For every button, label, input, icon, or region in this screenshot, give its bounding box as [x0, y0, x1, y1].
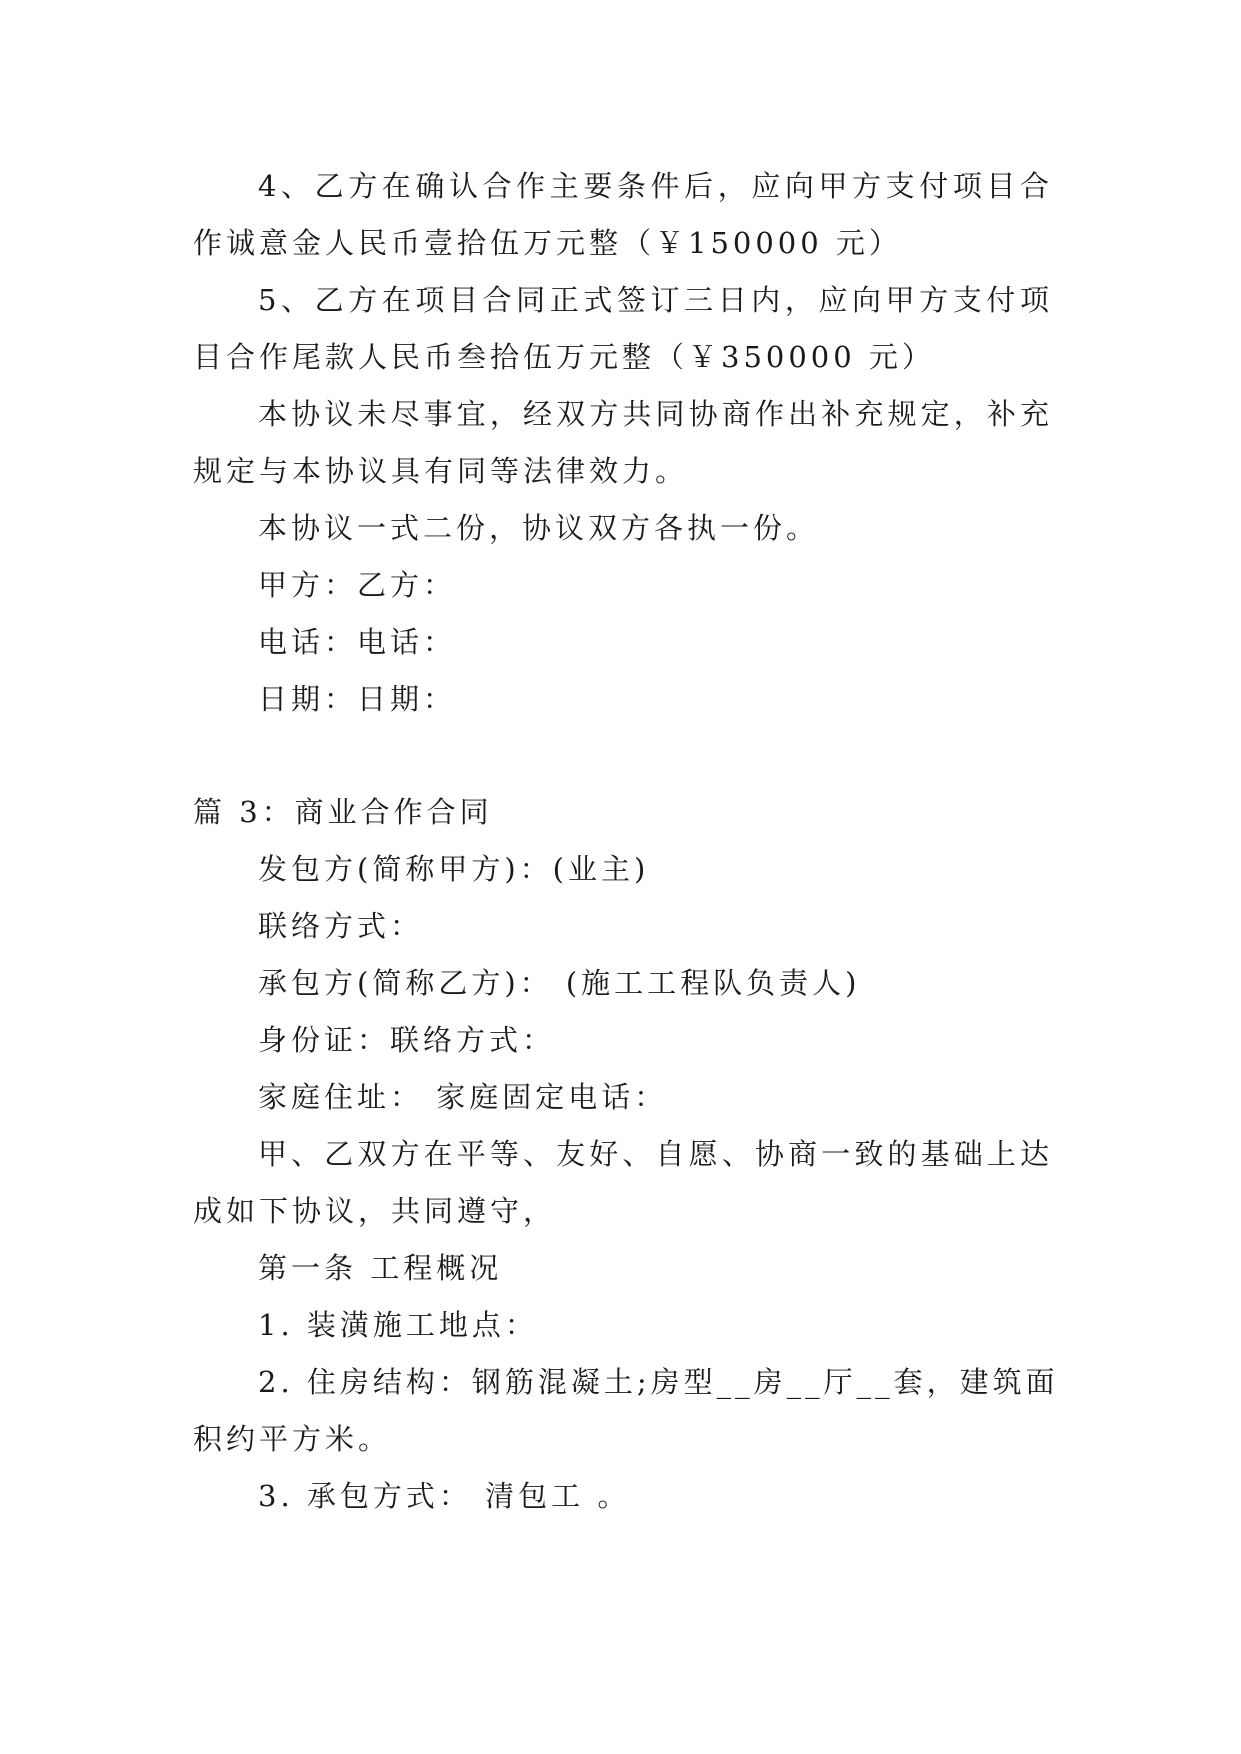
clause-4-line-2: 作诚意金人民币壹拾伍万元整（￥150000 元） — [193, 226, 902, 260]
party-signature-line: 甲方：乙方： — [258, 568, 457, 602]
article-1-heading: 第一条 工程概况 — [258, 1251, 503, 1285]
date-line: 日期：日期： — [258, 682, 457, 716]
address-phone-line: 家庭住址： 家庭固定电话： — [258, 1080, 668, 1114]
employer-contact-line: 联络方式： — [258, 909, 424, 943]
copies-paragraph: 本协议一式二份，协议双方各执一份。 — [258, 511, 820, 545]
supplement-line-2: 规定与本协议具有同等法律效力。 — [193, 454, 689, 488]
employer-line: 发包方(简称甲方)：(业主) — [258, 852, 650, 886]
item-1-line: 1. 装潢施工地点： — [258, 1308, 538, 1342]
clause-4-line-1: 4、乙方在确认合作主要条件后，应向甲方支付项目合 — [258, 169, 1053, 203]
item-2-line-1: 2. 住房结构：钢筋混凝土;房型__房__厅__套，建筑面 — [258, 1365, 1059, 1399]
clause-5-line-2: 目合作尾款人民币叁拾伍万元整（￥350000 元） — [193, 340, 935, 374]
phone-line: 电话：电话： — [258, 625, 457, 659]
section-heading: 篇 3：商业合作合同 — [193, 795, 493, 829]
contractor-line: 承包方(简称乙方)： (施工工程队负责人) — [258, 966, 861, 1000]
supplement-line-1: 本协议未尽事宜，经双方共同协商作出补充规定，补充 — [258, 397, 1053, 431]
agreement-line-1: 甲、乙双方在平等、友好、自愿、协商一致的基础上达 — [258, 1137, 1053, 1171]
clause-5-line-1: 5、乙方在项目合同正式签订三日内，应向甲方支付项 — [258, 283, 1053, 317]
id-contact-line: 身份证：联络方式： — [258, 1023, 556, 1057]
item-3-line: 3. 承包方式： 清包工 。 — [258, 1479, 631, 1513]
agreement-line-2: 成如下协议，共同遵守， — [193, 1194, 557, 1228]
item-2-line-2: 积约平方米。 — [193, 1422, 392, 1456]
